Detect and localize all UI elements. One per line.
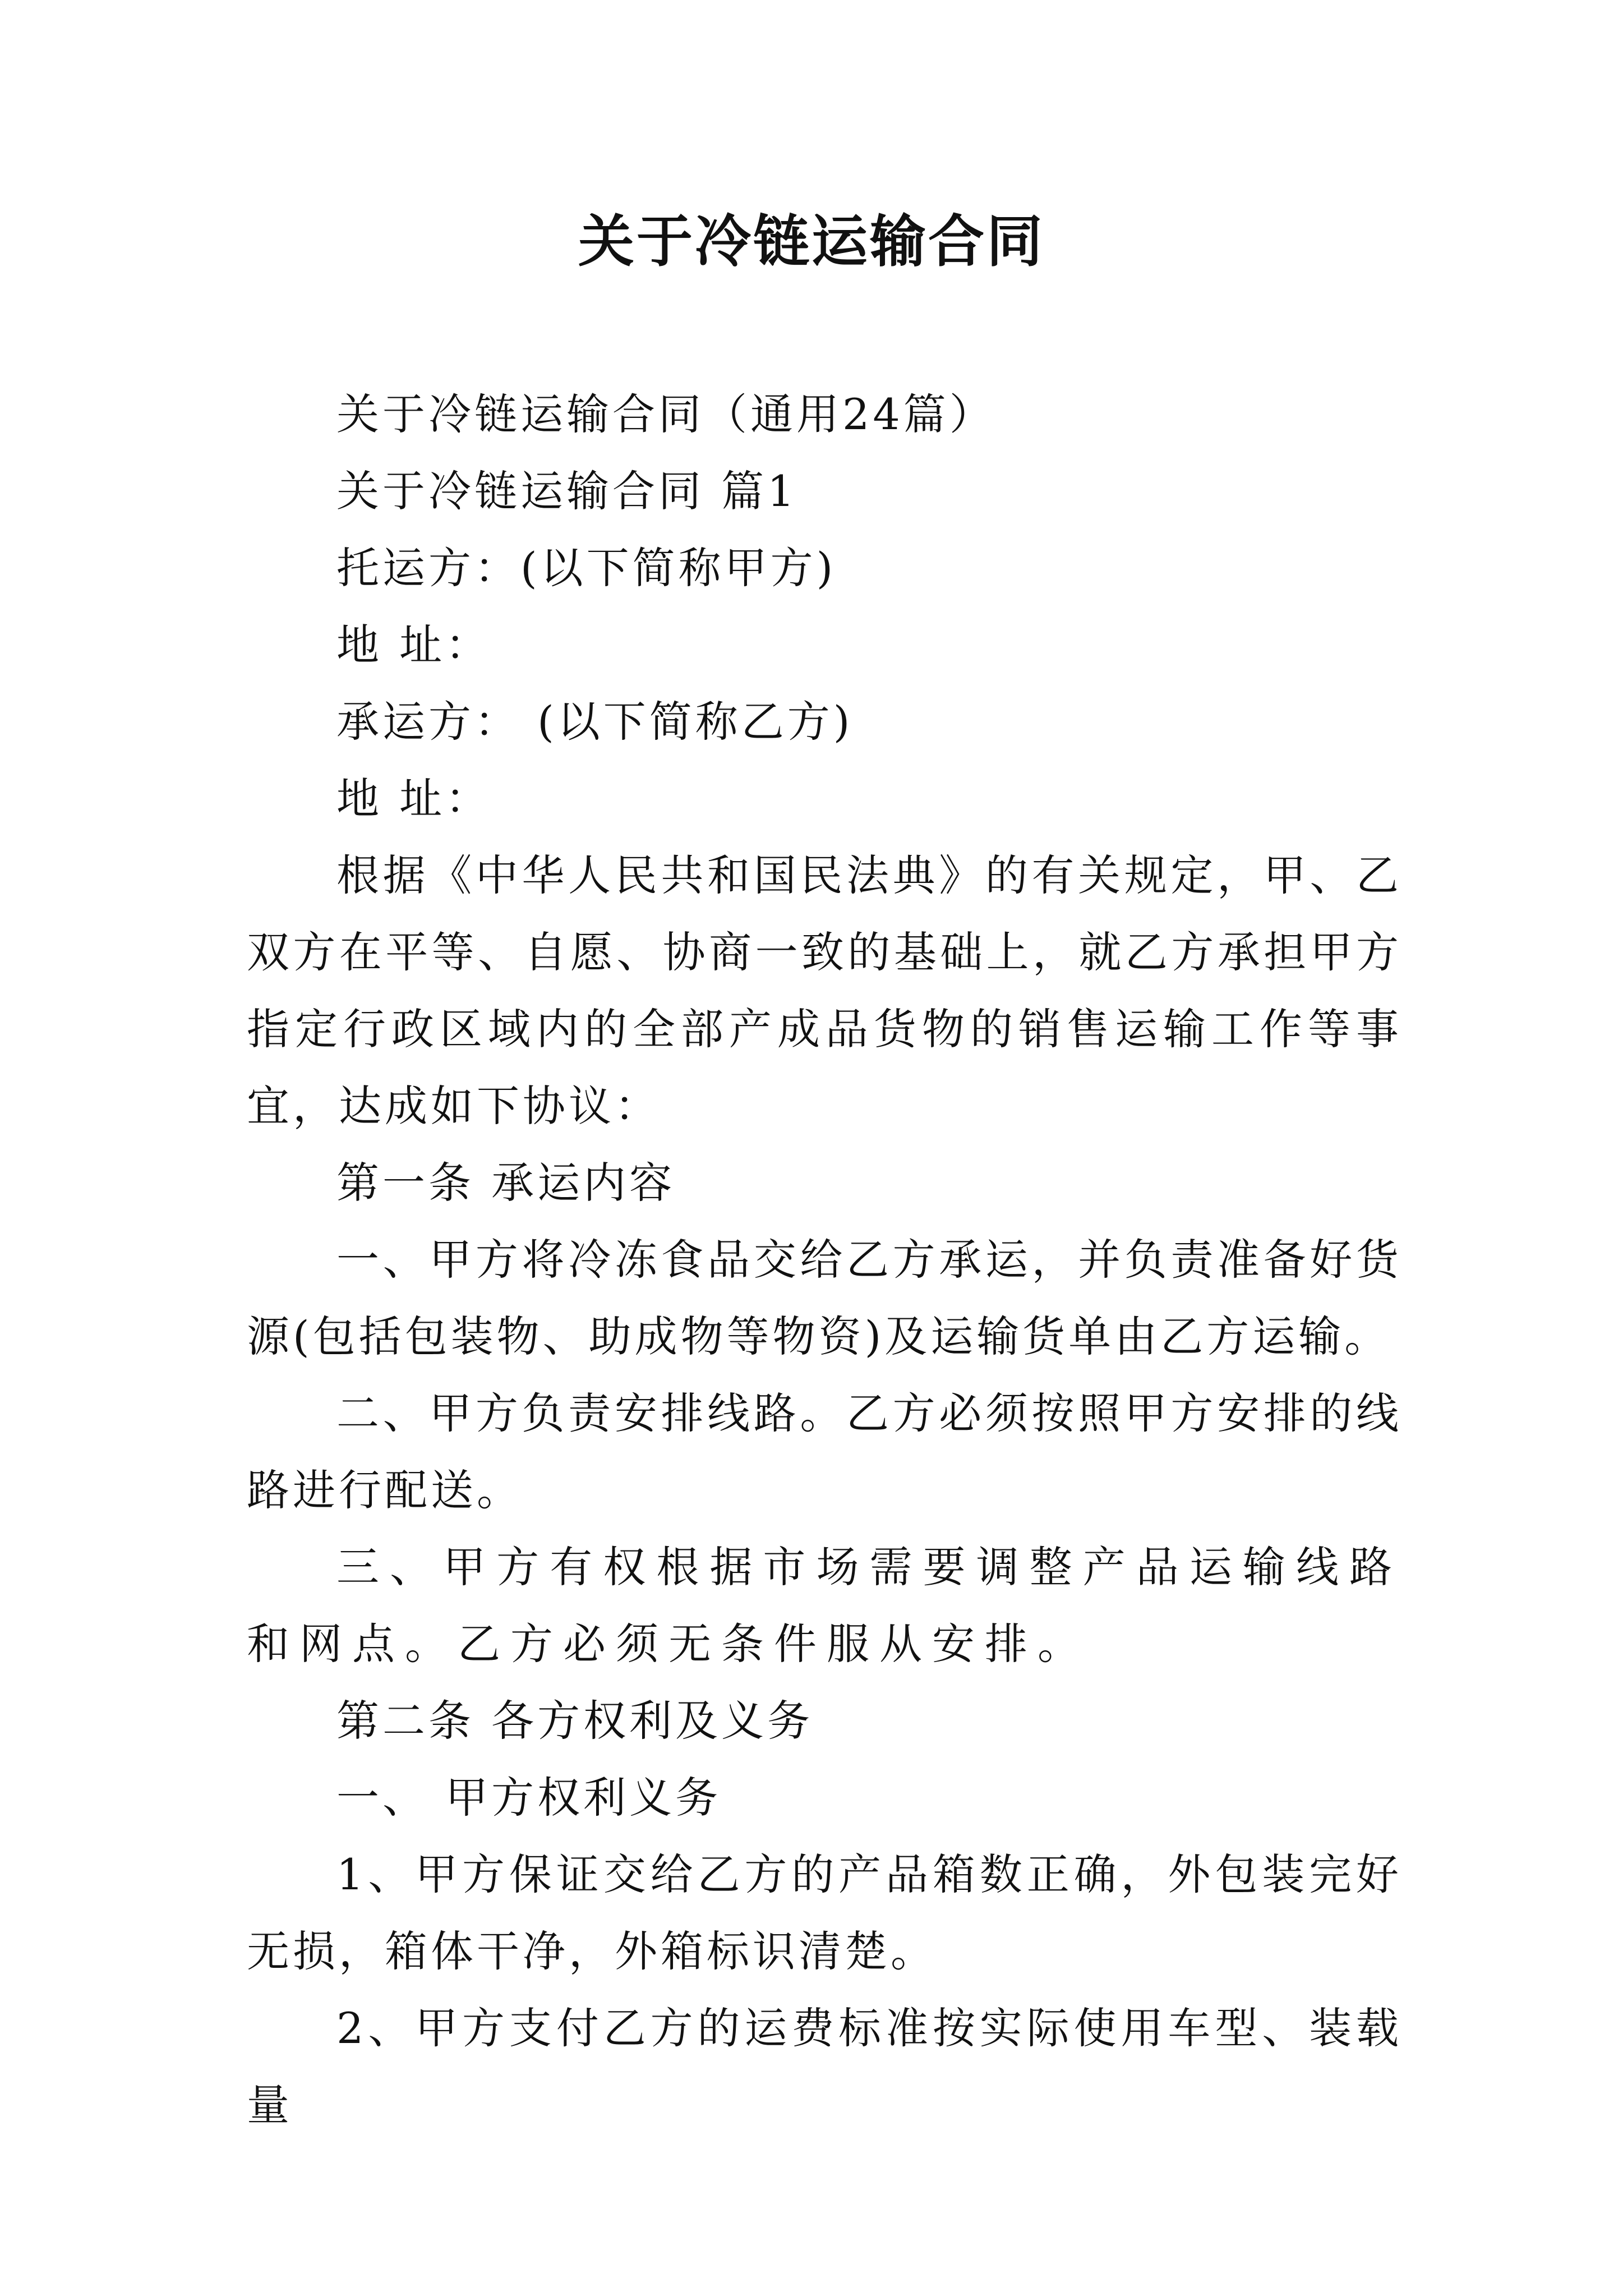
paragraph-party-a-item-2: 2、甲方支付乙方的运费标准按实际使用车型、装载量 [247,2003,1402,2130]
paragraph-shipper: 托运方：(以下简称甲方) [336,543,837,593]
paragraph-party-a-item-1: 1、甲方保证交给乙方的产品箱数正确，外包装完好无损，箱体干净，外箱标识清楚。 [247,1849,1402,1976]
paragraph-clause-2-heading: 第二条 各方权利及义务 [336,1696,814,1746]
paragraph-preamble: 根据《中华人民共和国民法典》的有关规定，甲、乙双方在平等、自愿、协商一致的基础上，就乙方承担甲方指定行政区域内的全部产成品货物的销售运输工作等事宜，达成如下协议： [247,850,1402,1131]
document-title: 关于冷链运输合同 [578,208,1045,274]
paragraph-clause-1-heading: 第一条 承运内容 [336,1158,676,1208]
paragraph-clause-1-item-2: 二、甲方负责安排线路。乙方必须按照甲方安排的线路进行配送。 [247,1388,1402,1515]
paragraph-clause-1-item-3: 三、甲方有权根据市场需要调整产品运输线路和网点。乙方必须无条件服从安排。 [247,1542,1402,1669]
document-body [247,376,1402,2143]
paragraph-clause-1-item-1: 一、甲方将冷冻食品交给乙方承运，并负责准备好货源(包括包装物、助成物等物资)及运输货单由乙方运输。 [247,1235,1402,1361]
paragraph-carrier-address: 地 址： [336,774,492,823]
paragraph-carrier: 承运方： (以下简称乙方) [336,697,854,747]
paragraph-subtitle: 关于冷链运输合同（通用24篇） [336,389,995,439]
paragraph-article-heading: 关于冷链运输合同 篇1 [336,466,798,516]
paragraph-party-a-rights-heading: 一、 甲方权利义务 [336,1773,722,1823]
paragraph-shipper-address: 地 址： [336,620,492,670]
